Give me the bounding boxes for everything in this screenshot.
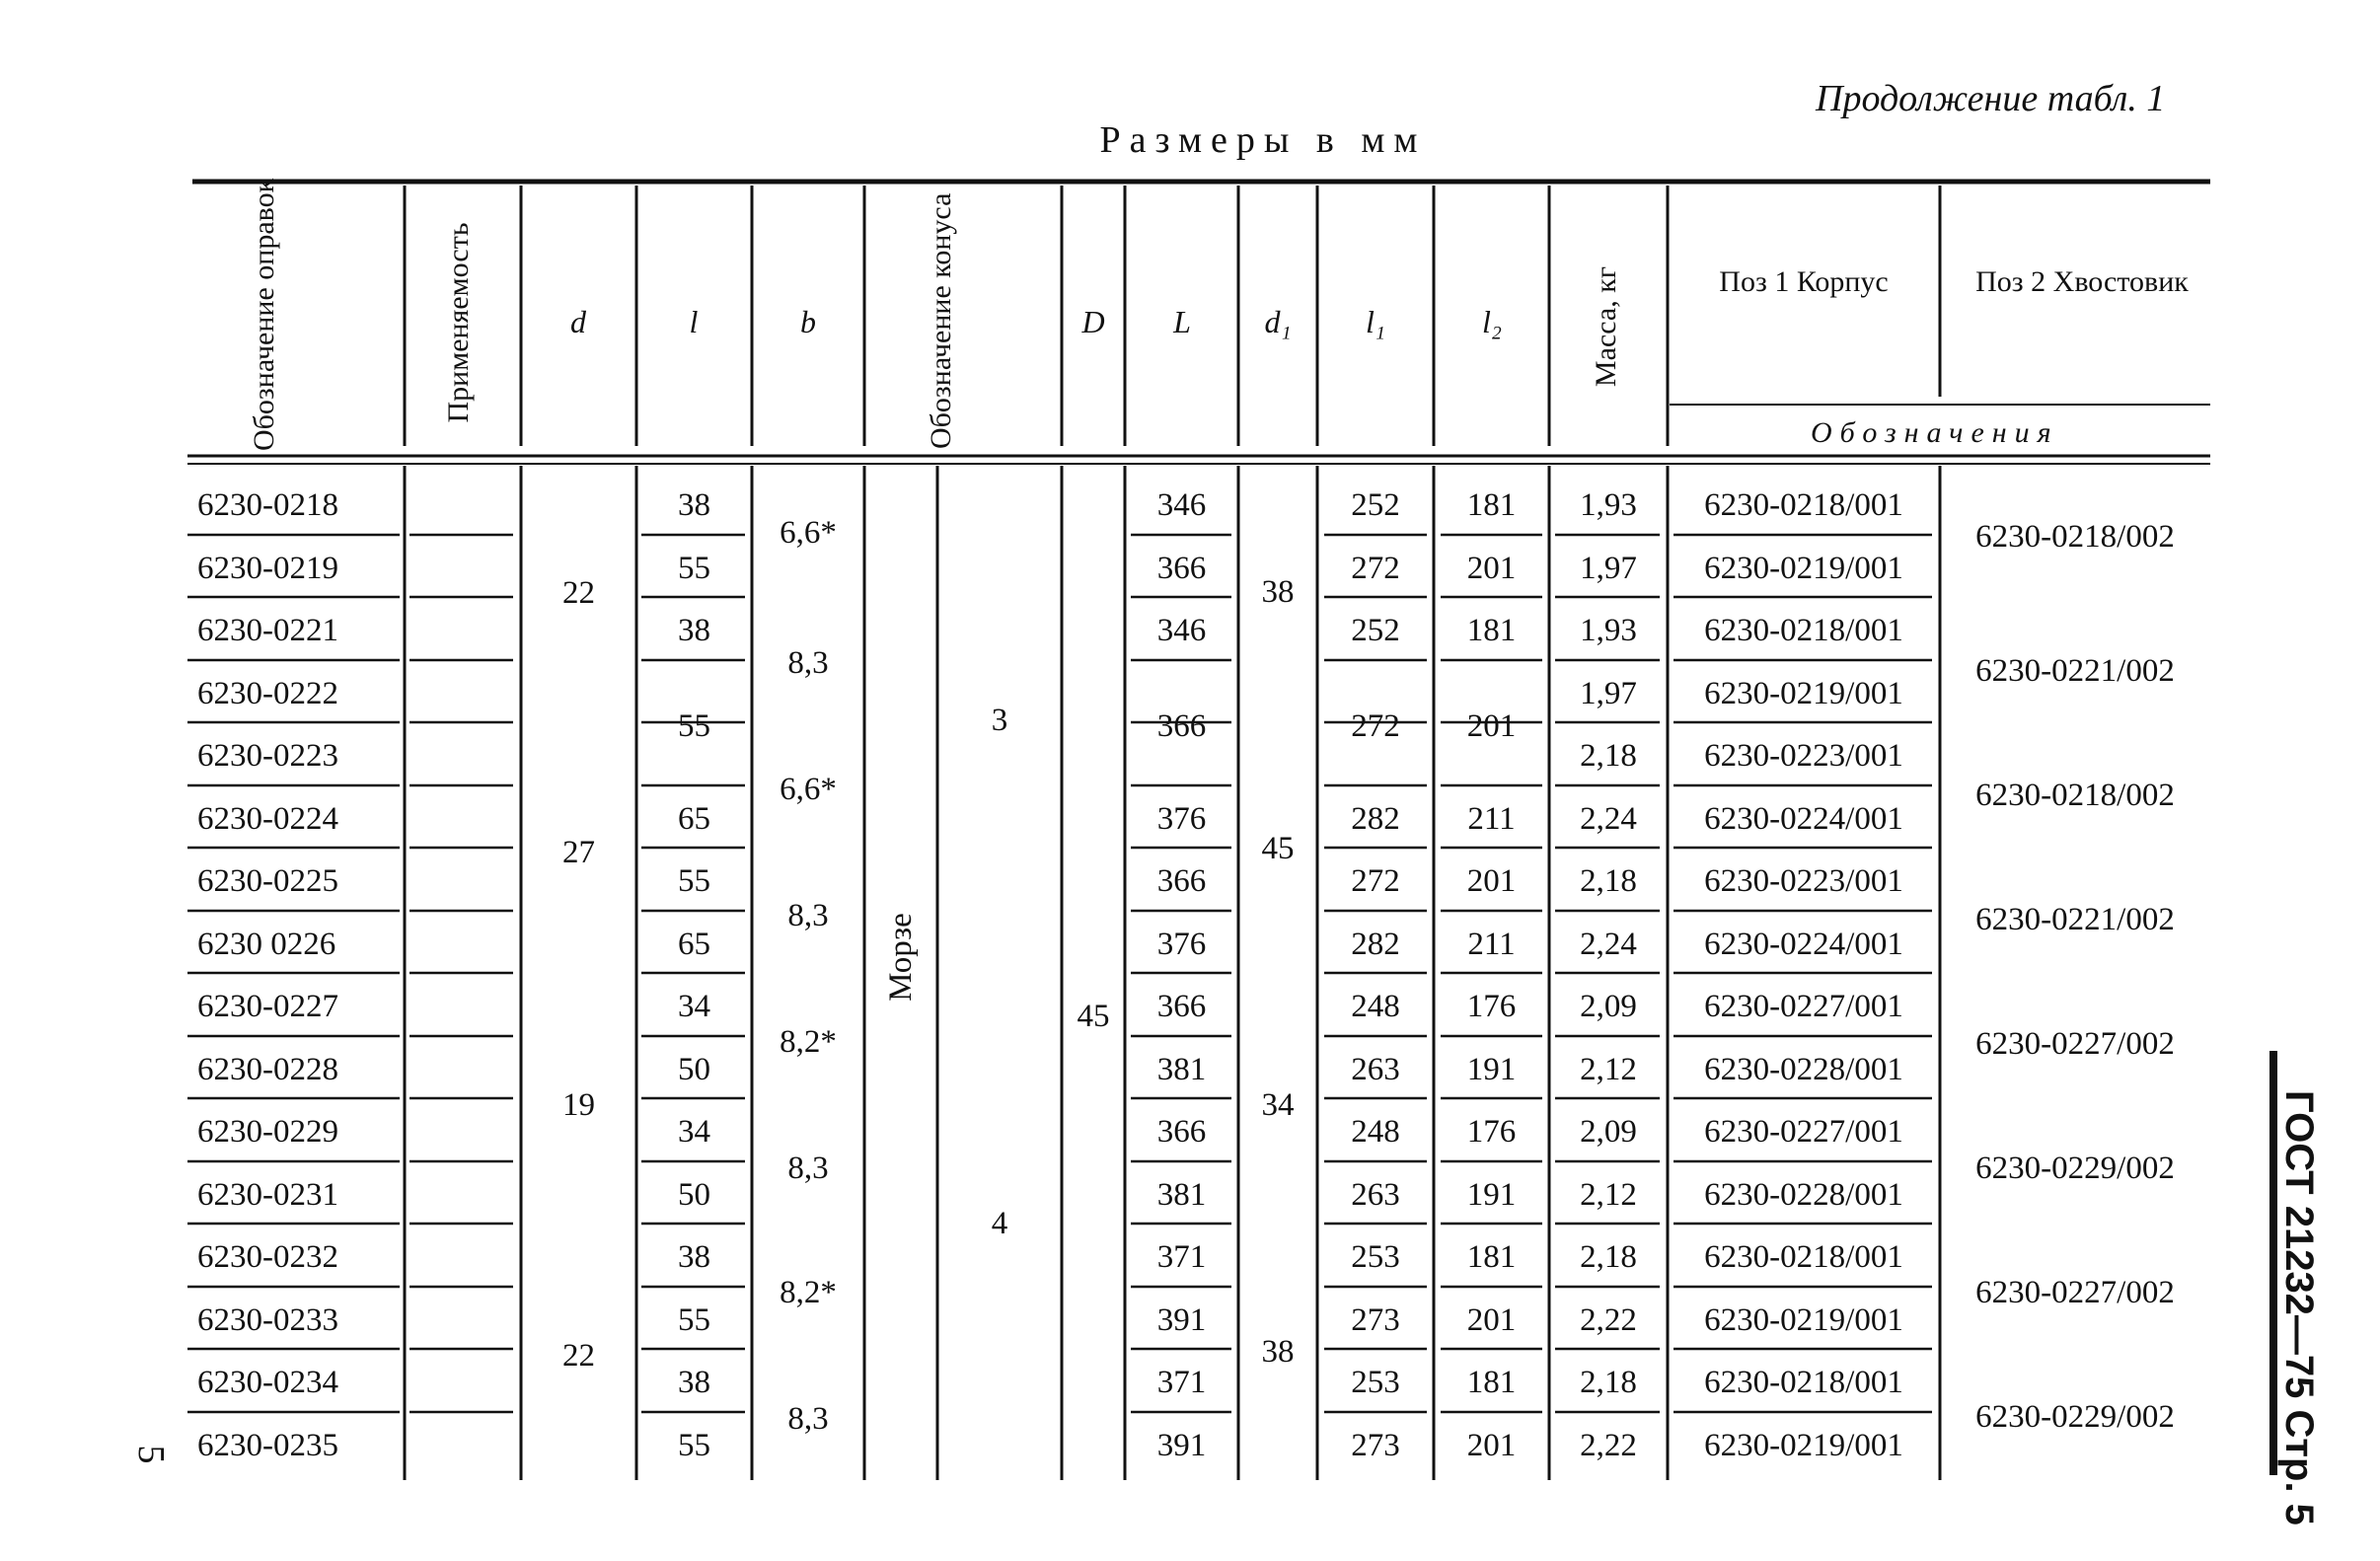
pos1-cell: 6230-0227/001 — [1704, 989, 1903, 1024]
l2-cell: 201 — [1466, 1428, 1517, 1463]
L-cell: 391 — [1156, 1428, 1207, 1463]
l1-cell: 272 — [1351, 863, 1400, 899]
mass-cell: 2,09 — [1580, 1114, 1637, 1150]
pos1-cell: 6230-0219/001 — [1704, 676, 1903, 711]
l1-cell: 252 — [1351, 613, 1400, 648]
pos1-cell: 6230-0224/001 — [1704, 801, 1903, 837]
L-cell: 371 — [1156, 1365, 1207, 1400]
header-D: D — [1081, 304, 1105, 339]
pos2-cell: 6230-0229/002 — [1975, 1151, 2175, 1186]
designation-cell: 6230-0223 — [197, 738, 338, 774]
l-cell: 34 — [678, 1114, 710, 1150]
pos1-cell: 6230-0219/001 — [1704, 551, 1903, 586]
L-cell: 366 — [1156, 863, 1207, 899]
L-cell: 346 — [1156, 487, 1207, 523]
L-cell: 366 — [1156, 989, 1207, 1024]
l1-cell: 263 — [1351, 1052, 1400, 1087]
designation-cell: 6230-0228 — [197, 1052, 338, 1087]
mass-cell: 1,97 — [1580, 551, 1637, 586]
cone-number-3: 3 — [991, 703, 1008, 738]
L-cell: 391 — [1156, 1302, 1207, 1338]
designation-cell: 6230-0222 — [197, 676, 338, 711]
l1-cell: 272 — [1351, 551, 1400, 586]
pos1-cell: 6230-0223/001 — [1704, 738, 1903, 774]
header-L: L — [1173, 304, 1191, 339]
l2-cell: 176 — [1466, 1114, 1517, 1150]
header-mass: Масса, кг — [1590, 265, 1622, 388]
pos1-cell: 6230-0228/001 — [1704, 1052, 1903, 1087]
b-cell: 8,3 — [787, 1151, 829, 1186]
d1-cell: 38 — [1261, 1334, 1295, 1370]
l2-cell: 201 — [1466, 708, 1517, 744]
designation-cell: 6230-0219 — [197, 551, 338, 586]
designation-cell: 6230-0232 — [197, 1239, 338, 1275]
l-cell: 55 — [678, 1428, 710, 1463]
l1-cell: 282 — [1351, 801, 1400, 837]
designation-cell: 6230-0227 — [197, 989, 338, 1024]
side-bar — [2269, 1051, 2277, 1475]
designation-cell: 6230-0235 — [197, 1428, 338, 1463]
mass-cell: 2,18 — [1580, 1365, 1637, 1400]
l2-cell: 211 — [1467, 801, 1516, 837]
d1-cell: 38 — [1261, 574, 1295, 610]
header-cone: Обозначение конуса — [925, 192, 957, 449]
header-pos2: Поз 2 Хвостовик — [1975, 265, 2189, 298]
l-cell: 50 — [678, 1177, 710, 1213]
L-cell: 366 — [1156, 551, 1207, 586]
L-cell: 381 — [1156, 1052, 1207, 1087]
d1-cell: 34 — [1261, 1087, 1295, 1123]
l-cell: 65 — [678, 927, 710, 962]
L-cell: 346 — [1156, 613, 1207, 648]
header-l2: l₂ — [1481, 304, 1502, 339]
header-pos1: Поз 1 Корпус — [1719, 265, 1889, 298]
designation-cell: 6230-0224 — [197, 801, 338, 837]
b-cell: 8,2* — [780, 1275, 837, 1310]
header-l1: l₁ — [1365, 304, 1385, 339]
pos2-cell: 6230-0218/002 — [1975, 519, 2175, 555]
b-cell: 6,6* — [780, 772, 837, 807]
l-cell: 38 — [678, 1239, 710, 1275]
pos1-cell: 6230-0219/001 — [1704, 1302, 1903, 1338]
l-cell: 55 — [678, 551, 710, 586]
mass-cell: 2,24 — [1580, 801, 1637, 837]
mass-cell: 2,12 — [1580, 1177, 1637, 1213]
b-cell: 6,6* — [780, 515, 837, 551]
mass-cell: 1,93 — [1580, 487, 1637, 523]
cone-number-4: 4 — [991, 1206, 1008, 1241]
l2-cell: 201 — [1466, 1302, 1517, 1338]
d1-cell: 45 — [1261, 831, 1295, 866]
l2-cell: 181 — [1466, 613, 1517, 648]
l-cell: 55 — [678, 1302, 710, 1338]
pos1-cell: 6230-0218/001 — [1704, 1365, 1903, 1400]
page-number: 5 — [130, 1445, 172, 1464]
b-cell: 8,3 — [787, 1401, 829, 1437]
l-cell: 38 — [678, 613, 710, 648]
side-gost-label: ГОСТ 21232—75 Стр. 5 — [2277, 1090, 2321, 1525]
pos1-cell: 6230-0224/001 — [1704, 927, 1903, 962]
b-cell: 8,2* — [780, 1024, 837, 1060]
l2-cell: 191 — [1466, 1052, 1517, 1087]
pos2-cell: 6230-0221/002 — [1975, 653, 2175, 689]
l1-cell: 248 — [1351, 989, 1400, 1024]
header-d: d — [570, 304, 586, 339]
l2-cell: 176 — [1466, 989, 1517, 1024]
mass-cell: 1,93 — [1580, 613, 1637, 648]
mass-cell: 2,22 — [1580, 1428, 1637, 1463]
l-cell: 38 — [678, 1365, 710, 1400]
designation-cell: 6230-0233 — [197, 1302, 338, 1338]
pos2-cell: 6230-0229/002 — [1975, 1399, 2175, 1435]
header-d1: d₁ — [1264, 304, 1292, 339]
l1-cell: 273 — [1351, 1302, 1400, 1338]
l-cell: 55 — [678, 708, 710, 744]
mass-cell: 2,12 — [1580, 1052, 1637, 1087]
units-caption: Размеры в мм — [1099, 119, 1427, 161]
L-cell: 381 — [1156, 1177, 1207, 1213]
d-cell: 19 — [562, 1087, 595, 1123]
mass-cell: 2,18 — [1580, 1239, 1637, 1275]
designation-cell: 6230-0218 — [197, 487, 338, 523]
pos2-cell: 6230-0221/002 — [1975, 902, 2175, 937]
continuation-title: Продолжение табл. 1 — [1816, 78, 2166, 119]
pos1-cell: 6230-0218/001 — [1704, 487, 1903, 523]
pos1-cell: 6230-0228/001 — [1704, 1177, 1903, 1213]
d-cell: 22 — [562, 575, 595, 611]
header-applicability: Применяемость — [442, 222, 475, 423]
pos2-cell: 6230-0227/002 — [1975, 1026, 2175, 1062]
cone-name: Морзе — [883, 913, 919, 1002]
pos1-cell: 6230-0227/001 — [1704, 1114, 1903, 1150]
D-cell: 45 — [1077, 999, 1110, 1034]
d-cell: 27 — [562, 835, 595, 870]
mass-cell: 2,22 — [1580, 1302, 1637, 1338]
pos1-cell: 6230-0219/001 — [1704, 1428, 1903, 1463]
l2-cell: 181 — [1466, 487, 1517, 523]
header-b: b — [800, 304, 816, 339]
pos2-cell: 6230-0227/002 — [1975, 1275, 2175, 1310]
l2-cell: 181 — [1466, 1239, 1517, 1275]
L-cell: 366 — [1156, 1114, 1207, 1150]
l1-cell: 252 — [1351, 487, 1400, 523]
header-l: l — [689, 304, 699, 339]
L-cell: 376 — [1156, 801, 1207, 837]
l1-cell: 263 — [1351, 1177, 1400, 1213]
l-cell: 34 — [678, 989, 710, 1024]
designation-cell: 6230-0234 — [197, 1365, 338, 1400]
pos1-cell: 6230-0223/001 — [1704, 863, 1903, 899]
L-cell: 371 — [1156, 1239, 1207, 1275]
designation-cell: 6230-0221 — [197, 613, 338, 648]
designation-cell: 6230-0231 — [197, 1177, 338, 1213]
l1-cell: 253 — [1351, 1365, 1400, 1400]
pos1-cell: 6230-0218/001 — [1704, 613, 1903, 648]
header-designation: Обозначение оправок — [248, 178, 280, 451]
mass-cell: 2,18 — [1580, 738, 1637, 774]
mass-cell: 1,97 — [1580, 676, 1637, 711]
l2-cell: 211 — [1467, 927, 1516, 962]
header-designations: Обозначения — [1811, 416, 2059, 449]
L-cell: 366 — [1156, 708, 1207, 744]
d-cell: 22 — [562, 1338, 595, 1374]
designation-cell: 6230 0226 — [197, 927, 336, 962]
l2-cell: 181 — [1466, 1365, 1517, 1400]
l1-cell: 273 — [1351, 1428, 1400, 1463]
designation-cell: 6230-0225 — [197, 863, 338, 899]
l-cell: 65 — [678, 801, 710, 837]
l-cell: 55 — [678, 863, 710, 899]
l2-cell: 201 — [1466, 863, 1517, 899]
pos1-cell: 6230-0218/001 — [1704, 1239, 1903, 1275]
mass-cell: 2,24 — [1580, 927, 1637, 962]
l1-cell: 253 — [1351, 1239, 1400, 1275]
b-cell: 8,3 — [787, 645, 829, 681]
l2-cell: 201 — [1466, 551, 1517, 586]
b-cell: 8,3 — [787, 898, 829, 933]
L-cell: 376 — [1156, 927, 1207, 962]
l1-cell: 248 — [1351, 1114, 1400, 1150]
l1-cell: 282 — [1351, 927, 1400, 962]
pos2-cell: 6230-0218/002 — [1975, 778, 2175, 813]
l1-cell: 272 — [1351, 708, 1400, 744]
designation-cell: 6230-0229 — [197, 1114, 338, 1150]
mass-cell: 2,09 — [1580, 989, 1637, 1024]
l2-cell: 191 — [1466, 1177, 1517, 1213]
l-cell: 50 — [678, 1052, 710, 1087]
l-cell: 38 — [678, 487, 710, 523]
mass-cell: 2,18 — [1580, 863, 1637, 899]
